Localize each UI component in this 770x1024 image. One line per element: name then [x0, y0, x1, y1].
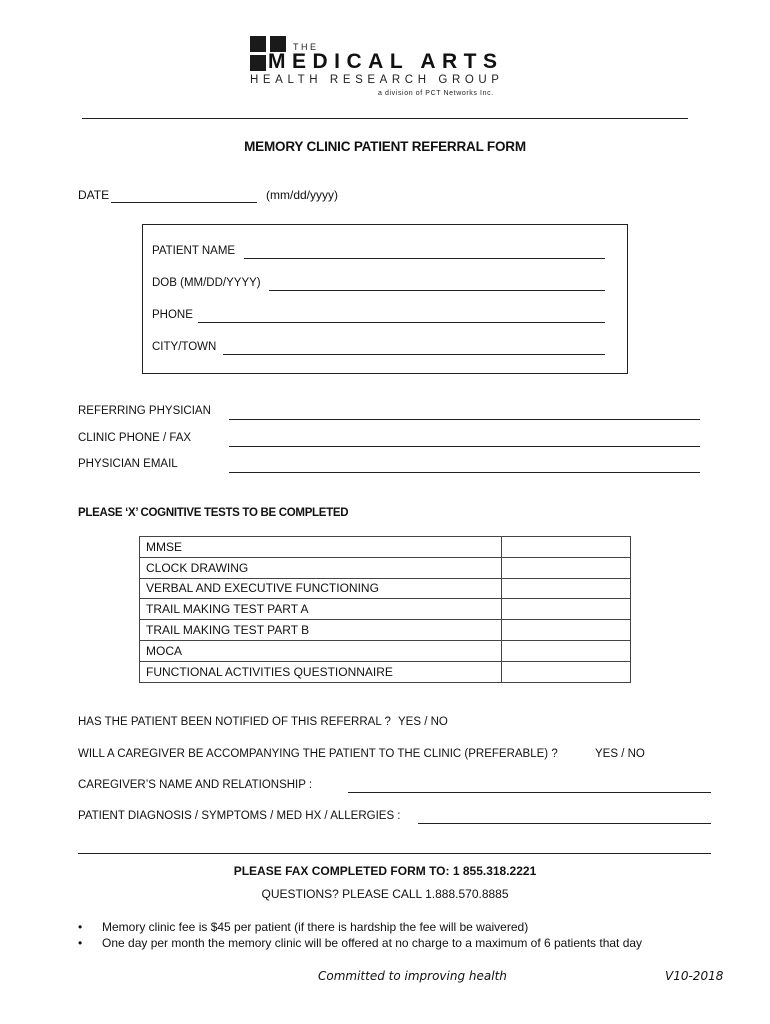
clinic-phone-fax-label: CLINIC PHONE / FAX: [78, 432, 192, 444]
company-logo: [250, 34, 540, 104]
diagnosis-extra-line[interactable]: [78, 853, 711, 854]
test-checkbox-cell[interactable]: [502, 640, 631, 661]
logo-division: a division of PCT Networks Inc.: [378, 90, 494, 97]
test-checkbox-cell[interactable]: [502, 537, 631, 558]
form-title: MEMORY CLINIC PATIENT REFERRAL FORM: [244, 139, 526, 154]
referring-physician-field[interactable]: [229, 419, 700, 420]
test-checkbox-cell[interactable]: [502, 620, 631, 641]
footer-version: V10-2018: [665, 969, 724, 983]
cognitive-tests-table: [139, 536, 631, 683]
bullet-icon: •: [78, 936, 83, 950]
patient-name-label: PATIENT NAME: [152, 245, 236, 257]
logo-health-research-group: HEALTH RESEARCH GROUP: [250, 74, 504, 86]
physician-email-field[interactable]: [229, 472, 700, 473]
test-checkbox-cell[interactable]: [502, 661, 631, 682]
table-row: [140, 537, 631, 558]
physician-email-label: PHYSICIAN EMAIL: [78, 458, 178, 470]
caregiver-name-label: CAREGIVER’S NAME AND RELATIONSHIP :: [78, 779, 313, 791]
notified-yes-no[interactable]: YES / NO: [398, 716, 448, 728]
phone-label: PHONE: [152, 309, 193, 321]
table-row: [140, 557, 631, 578]
test-name: TRAIL MAKING TEST PART A: [140, 599, 502, 620]
test-name: MOCA: [140, 640, 502, 661]
dob-field[interactable]: [269, 290, 605, 291]
notified-question: HAS THE PATIENT BEEN NOTIFIED OF THIS REFERRAL ?: [78, 716, 391, 728]
footer-tagline: Committed to improving health: [318, 969, 507, 983]
logo-square-1: [250, 36, 266, 52]
clinic-phone-fax-field[interactable]: [229, 446, 700, 447]
phone-field[interactable]: [198, 322, 605, 323]
table-row: [140, 599, 631, 620]
caregiver-question: WILL A CAREGIVER BE ACCOMPANYING THE PATIENT TO THE CLINIC (PREFERABLE) ?: [78, 748, 558, 760]
notes-list: [78, 919, 758, 951]
logo-square-3: [250, 55, 266, 71]
diagnosis-field[interactable]: [418, 823, 711, 824]
test-name: VERBAL AND EXECUTIVE FUNCTIONING: [140, 578, 502, 599]
date-format-hint: (mm/dd/yyyy): [266, 188, 338, 202]
header-divider: [82, 118, 688, 119]
patient-name-field[interactable]: [244, 258, 605, 259]
test-name: MMSE: [140, 537, 502, 558]
dob-label: DOB (MM/DD/YYYY): [152, 277, 261, 289]
city-label: CITY/TOWN: [152, 341, 217, 353]
test-name: TRAIL MAKING TEST PART B: [140, 620, 502, 641]
test-name: CLOCK DRAWING: [140, 557, 502, 578]
table-row: [140, 661, 631, 682]
table-row: [140, 640, 631, 661]
referring-physician-label: REFERRING PHYSICIAN: [78, 405, 211, 417]
bullet-icon: •: [78, 920, 83, 934]
caregiver-name-field[interactable]: [348, 792, 711, 793]
fax-instruction: PLEASE FAX COMPLETED FORM TO: 1 855.318.2221: [233, 864, 537, 878]
test-name: FUNCTIONAL ACTIVITIES QUESTIONNAIRE: [140, 661, 502, 682]
table-row: [140, 620, 631, 641]
questions-phone: QUESTIONS? PLEASE CALL 1.888.570.8885: [261, 887, 509, 901]
test-checkbox-cell[interactable]: [502, 557, 631, 578]
list-item: [78, 919, 758, 935]
logo-medical-arts: MEDICAL ARTS: [268, 50, 504, 73]
list-item: [78, 935, 758, 951]
table-row: [140, 578, 631, 599]
date-field[interactable]: [111, 202, 257, 203]
note-text: One day per month the memory clinic will be offered at no charge to a maximum of 6 patients that day: [102, 936, 643, 950]
patient-info-box: [142, 224, 628, 374]
city-field[interactable]: [223, 354, 605, 355]
logo-the: THE: [293, 42, 319, 52]
test-checkbox-cell[interactable]: [502, 578, 631, 599]
caregiver-yes-no[interactable]: YES / NO: [595, 748, 645, 760]
diagnosis-label: PATIENT DIAGNOSIS / SYMPTOMS / MED HX / ALLERGIES :: [78, 810, 401, 822]
test-checkbox-cell[interactable]: [502, 599, 631, 620]
note-text: Memory clinic fee is $45 per patient (if there is hardship the fee will be waivered): [102, 920, 529, 934]
tests-heading: PLEASE ‘X’ COGNITIVE TESTS TO BE COMPLETED: [78, 507, 349, 519]
date-label: DATE: [78, 188, 110, 202]
